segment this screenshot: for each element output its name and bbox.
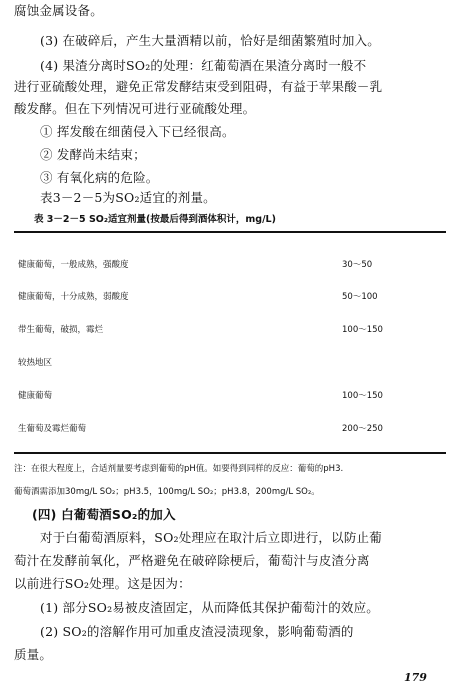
table-row-label: 带生葡萄，破损，霉烂	[18, 325, 104, 335]
table-row-label: 健康葡萄	[18, 391, 53, 401]
text-line: 进行亚硫酸处理，避免正常发酵结束受到阻碍，有益于苹果酸－乳	[14, 79, 383, 94]
text-line: 酸发酵。但在下列情况可进行亚硫酸处理。	[14, 101, 256, 116]
text-line: (4) 果渣分离时SO₂的处理：红葡萄酒在果渣分离时一般不	[40, 58, 367, 73]
page-number: 179	[404, 671, 427, 684]
table-row-value: 100～150	[342, 391, 383, 401]
table-bottom-rule	[14, 452, 446, 454]
text-line: 表3－2－5为SO₂适宜的剂量。	[40, 190, 216, 205]
text-line: 萄汁在发酵前氧化，严格避免在破碎除梗后，葡萄汁与皮渣分离	[14, 553, 370, 568]
text-line: (3) 在破碎后，产生大量酒精以前，恰好是细菌繁殖时加入。	[40, 33, 380, 48]
table-note: 注：在很大程度上，合适剂量要考虑到葡萄的pH值。如要得到同样的反应：葡萄的pH3.	[14, 464, 344, 474]
section-heading: (四) 白葡萄酒SO₂的加入	[32, 507, 176, 522]
table-row-label: 较热地区	[18, 358, 53, 368]
text-line: 对于白葡萄酒原料，SO₂处理应在取汁后立即进行，以防止葡	[40, 530, 382, 545]
list-item: ① 挥发酸在细菌侵入下已经很高。	[40, 124, 235, 139]
table-note: 葡萄酒需添加30mg/L SO₂；pH3.5，100mg/L SO₂；pH3.8，200mg/L SO₂。	[14, 487, 320, 497]
text-line: 质量。	[14, 647, 53, 662]
table-row-value: 100～150	[342, 325, 383, 335]
table-row-value: 200～250	[342, 424, 383, 434]
table-row-value: 30～50	[342, 260, 373, 270]
table-row-value: 50～100	[342, 292, 378, 302]
table-top-rule	[14, 231, 446, 233]
table-row-label: 健康葡萄，一般成熟，强酸度	[18, 260, 129, 270]
text-line: 腐蚀金属设备。	[14, 3, 103, 18]
text-line: 以前进行SO₂处理。这是因为：	[14, 576, 191, 591]
list-item: ③ 有氧化病的危险。	[40, 170, 159, 185]
list-item: (2) SO₂的溶解作用可加重皮渣浸渍现象，影响葡萄酒的	[40, 624, 354, 639]
table-row-label: 健康葡萄，十分成熟，弱酸度	[18, 292, 129, 302]
table-row-label: 生葡萄及霉烂葡萄	[18, 424, 87, 434]
list-item: ② 发酵尚未结束；	[40, 147, 146, 162]
table-caption: 表 3－2－5 SO₂适宜剂量(按最后得到酒体积计，mg/L)	[34, 214, 276, 225]
list-item: (1) 部分SO₂易被皮渣固定，从而降低其保护葡萄汁的效应。	[40, 600, 380, 615]
